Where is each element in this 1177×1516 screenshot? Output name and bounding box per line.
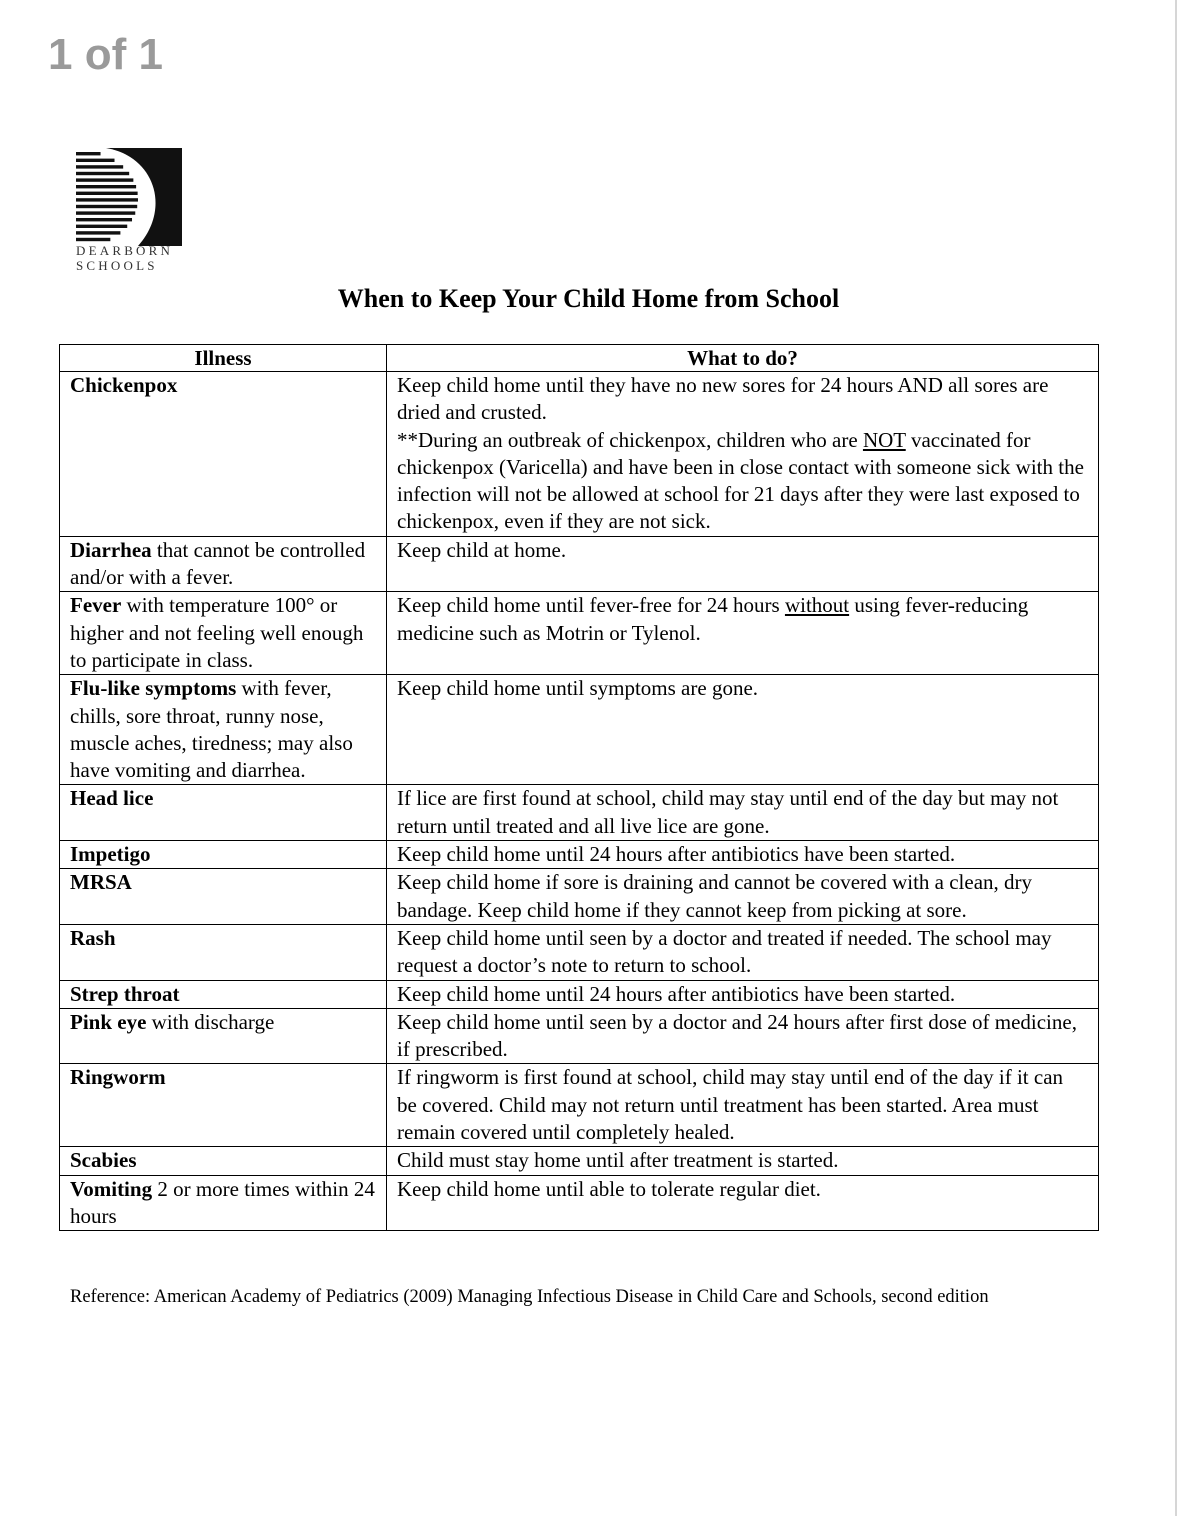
illness-cell: [60, 924, 387, 980]
illness-name: MRSA: [70, 870, 132, 895]
logo-stripe: [76, 152, 101, 155]
illness-detail: that cannot be controlled and/or with a fever.: [70, 537, 366, 590]
table-row: [60, 536, 1099, 592]
illness-name: Rash: [70, 925, 116, 950]
action-text: Keep child at home.: [397, 537, 567, 562]
action-cell: [387, 785, 1099, 841]
action-text: If lice are first found at school, child may stay until end of the day but may not return until treated and all live lice are gone.: [397, 786, 1059, 838]
document-title: When to Keep Your Child Home from School: [337, 284, 840, 313]
illness-cell: [60, 536, 387, 592]
reference-note: Reference: American Academy of Pediatrics (2009) Managing Infectious Disease in Child Care and Schools, second edition: [70, 1287, 989, 1307]
logo-stripe: [76, 198, 138, 201]
logo-stripe: [76, 185, 136, 188]
illness-cell: [60, 869, 387, 925]
illness-name: Diarrhea: [70, 537, 152, 562]
logo-stripe: [76, 192, 138, 195]
illness-cell: [60, 1175, 387, 1231]
action-text: Keep child home until 24 hours after antibiotics have been started.: [397, 981, 956, 1006]
illness-cell: [60, 1008, 387, 1064]
illness-detail: 2 or more times within 24 hours: [70, 1176, 375, 1228]
action-text: **During an outbreak of chickenpox, children who are: [397, 427, 863, 452]
logo-stripe: [76, 165, 123, 168]
action-text: Keep child home until seen by a doctor and treated if needed. The school may request a doctor’s note to return to school.: [397, 925, 1052, 978]
action-cell: [387, 924, 1099, 980]
logo-stripe: [76, 159, 115, 162]
action-text: Child must stay home until after treatment is started.: [397, 1148, 839, 1173]
action-cell: [387, 675, 1099, 785]
action-cell: [387, 1064, 1099, 1147]
illness-detail: with discharge: [146, 1009, 275, 1034]
action-text: vaccinated for chickenpox (Varicella) and have been in close contact with someone sick with the infection will not be allowed at school for 21 days after they were last exposed to chickenpox, even if they are not sick.: [397, 427, 1084, 534]
table-body: [60, 372, 1099, 1231]
action-cell: [387, 1147, 1099, 1175]
illness-table: [59, 344, 1099, 1231]
table-row: [60, 1147, 1099, 1175]
logo-stripe: [76, 238, 110, 241]
action-cell: [387, 841, 1099, 869]
logo-stripe: [76, 225, 127, 228]
action-cell: [387, 1008, 1099, 1064]
illness-cell: [60, 841, 387, 869]
action-text: Keep child home until symptoms are gone.: [397, 676, 759, 701]
table-row: [60, 592, 1099, 675]
table-row: [60, 1175, 1099, 1231]
table-row: [60, 675, 1099, 785]
illness-name: Vomiting: [70, 1176, 153, 1201]
table-row: [60, 924, 1099, 980]
action-text: Keep child home until 24 hours after antibiotics have been started.: [397, 842, 956, 867]
illness-cell: [60, 592, 387, 675]
action-cell: [387, 1175, 1099, 1231]
action-text: Keep child home until they have no new sores for 24 hours AND all sores are dried and crusted.: [397, 373, 1049, 425]
action-cell: [387, 869, 1099, 925]
illness-cell: [60, 980, 387, 1008]
action-cell: [387, 980, 1099, 1008]
action-text: using fever-reducing medicine such as Motrin or Tylenol.: [397, 593, 1029, 645]
action-cell: [387, 592, 1099, 675]
illness-cell: [60, 1147, 387, 1175]
illness-cell: [60, 785, 387, 841]
illness-name: Fever: [70, 593, 122, 618]
logo-stripe: [76, 231, 120, 234]
action-text: Keep child home until seen by a doctor and 24 hours after first dose of medicine, if prescribed.: [397, 1009, 1077, 1062]
header-what-to-do: What to do?: [387, 345, 1099, 372]
logo-stripe: [76, 211, 135, 214]
illness-cell: [60, 1064, 387, 1147]
action-cell: [387, 372, 1099, 537]
action-text: If ringworm is first found at school, child may stay until end of the day if it can be covered. Child may not return until treatment has been started. Area must remain covered until completely healed.: [397, 1065, 1064, 1145]
action-cell: [387, 536, 1099, 592]
logo-stripe: [76, 178, 133, 181]
logo-text-schools: SCHOOLS: [76, 258, 158, 273]
illness-name: Chickenpox: [70, 373, 178, 397]
action-text-underlined: NOT: [862, 427, 906, 452]
illness-name: Head lice: [70, 786, 154, 811]
illness-cell: [60, 372, 387, 537]
action-text: Keep child home if sore is draining and cannot be covered with a clean, dry bandage. Keep child home if they cannot keep from picking at sore.: [397, 870, 1033, 922]
action-text-underlined: without: [784, 593, 850, 618]
logo-stripe: [76, 218, 132, 221]
illness-detail: with temperature 100° or higher and not feeling well enough to participate in class.: [70, 593, 364, 672]
table-row: [60, 1008, 1099, 1064]
table-row: [60, 841, 1099, 869]
illness-name: Ringworm: [70, 1065, 166, 1090]
page-indicator: 1 of 1: [48, 30, 163, 79]
illness-name: Flu-like symptoms: [70, 676, 237, 701]
logo-stripe: [76, 205, 137, 208]
action-text: Keep child home until fever-free for 24 hours: [397, 593, 785, 618]
illness-name: Pink eye: [70, 1009, 147, 1034]
illness-detail: with fever, chills, sore throat, runny nose, muscle aches, tiredness; may also have vomiting and diarrhea.: [70, 676, 353, 783]
table-row: [60, 869, 1099, 925]
illness-name: Strep throat: [70, 981, 180, 1006]
logo-text-dearborn: DEARBORN: [76, 243, 174, 258]
action-text: Keep child home until able to tolerate regular diet.: [397, 1176, 821, 1201]
table-row: [60, 372, 1099, 537]
table-row: [60, 785, 1099, 841]
table-header-row: [60, 345, 1099, 372]
illness-name: Impetigo: [70, 842, 151, 867]
header-illness: Illness: [60, 345, 387, 372]
table-row: [60, 980, 1099, 1008]
logo-stripe: [76, 172, 129, 175]
table-row: [60, 1064, 1099, 1147]
illness-cell: [60, 675, 387, 785]
illness-name: Scabies: [70, 1148, 137, 1173]
